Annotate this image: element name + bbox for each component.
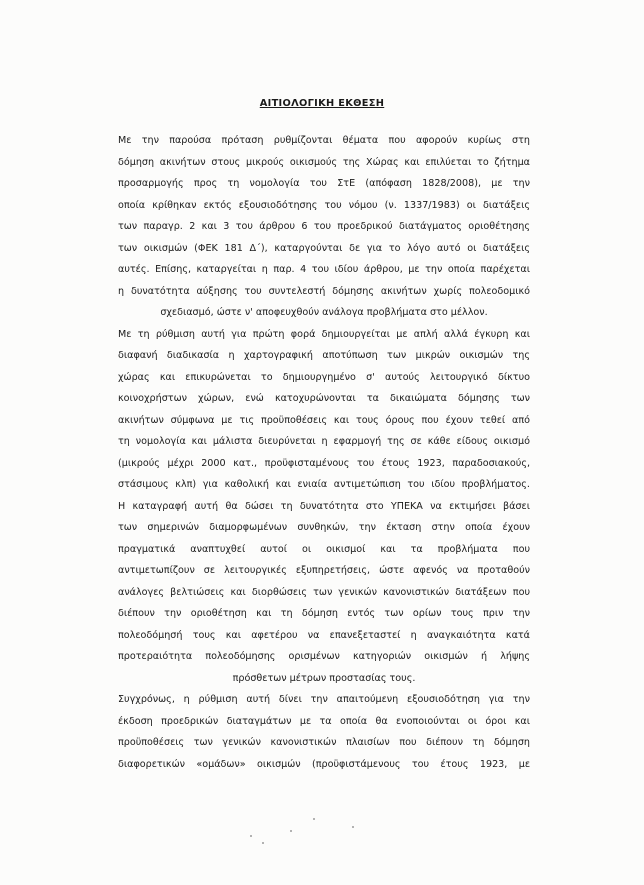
text-line: χώρας και επικυρώνεται το δημιουργημένο σ' αυτούς λειτουργικό δίκτυο	[118, 371, 530, 383]
text-line: σχεδιασμό, ώστε ν' αποφευχθούν ανάλογα προβλήματα στο μέλλον.	[160, 307, 488, 318]
text-line: προσαρμογής προς τη νομολογία του ΣτΕ (απόφαση 1828/2008), με την	[118, 178, 530, 189]
document-title: ΑΙΤΙΟΛΟΓΙΚΗ ΕΚΘΕΣΗ	[259, 98, 385, 109]
text-line: οποία κρίθηκαν εκτός εξουσιοδότησης του νόμου (ν. 1337/1983) οι διατάξεις	[118, 199, 530, 211]
text-line: Με την παρούσα πρόταση ρυθμίζονται θέματα που αφορούν κυρίως στη	[118, 135, 530, 146]
document-body	[118, 130, 530, 775]
text-line: ανάλογες βελτιώσεις και διορθώσεις των γενικών κανονιστικών διατάξεων που	[118, 586, 530, 598]
text-line: διέπουν την οριοθέτηση και τη δόμηση εντός των ορίων τους πριν την	[118, 608, 530, 619]
text-line: των παραγρ. 2 και 3 του άρθρου 6 του προεδρικού διατάγματος οριοθέτησης	[118, 221, 530, 232]
scan-speck	[250, 835, 252, 837]
scan-speck	[313, 818, 315, 820]
text-line: τη νομολογία και μάλιστα διευρύνεται η εφαρμογή της σε κάθε είδους οικισμό	[118, 436, 530, 447]
text-line: έκδοση προεδρικών διαταγμάτων με τα οποία θα ενοποιούνται οι όροι και	[118, 715, 530, 727]
text-line: Συγχρόνως, η ρύθμιση αυτή δίνει την απαιτούμενη εξουσιοδότηση για την	[118, 694, 530, 705]
text-line: Η καταγραφή αυτή θα δώσει τη δυνατότητα στο ΥΠΕΚΑ να εκτιμήσει βάσει	[118, 500, 530, 512]
text-line: στάσιμους κλπ) για καθολική και ενιαία αντιμετώπιση του ιδίου προβλήματος.	[118, 479, 530, 490]
text-line: (μικρούς μέχρι 2000 κατ., προϋφισταμένους του έτους 1923, παραδοσιακούς,	[118, 457, 530, 469]
text-line: κοινοχρήστων χώρων, ενώ κατοχυρώνονται τα δικαιώματα δόμησης των	[118, 393, 530, 404]
text-line: πραγματικά αναπτυχθεί αυτοί οι οικισμοί και τα προβλήματα που	[118, 543, 530, 555]
text-line: ακινήτων σύμφωνα με τις προϋποθέσεις και τους όρους που έχουν τεθεί από	[118, 414, 530, 426]
text-line: προϋποθέσεις των γενικών κανονιστικών πλαισίων που διέπουν τη δόμηση	[118, 737, 530, 748]
text-line: των οικισμών (ΦΕΚ 181 Δ΄), καταργούνται δε για το λόγο αυτό οι διατάξεις	[118, 242, 530, 254]
text-line: διαφανή διαδικασία η χαρτογραφική αποτύπωση των μικρών οικισμών της	[118, 350, 530, 361]
text-line: προτεραιότητα πολεοδόμησης ορισμένων κατηγοριών οικισμών ή λήψης	[118, 651, 530, 662]
scan-speck	[262, 842, 264, 844]
text-line: πρόσθετων μέτρων προστασίας τους.	[232, 672, 416, 684]
text-line: πολεοδόμησή τους και αφετέρου να επανεξεταστεί η αναγκαιότητα κατά	[118, 629, 530, 641]
text-line: αυτές. Επίσης, καταργείται η παρ. 4 του ιδίου άρθρου, με την οποία παρέχεται	[118, 264, 530, 275]
text-line: των σημερινών διαμορφωμένων συνθηκών, την έκταση στην οποία έχουν	[118, 522, 530, 533]
scan-speck	[290, 830, 292, 832]
text-line: διαφορετικών «ομάδων» οικισμών (προϋφιστάμενους του έτους 1923, με	[118, 758, 530, 770]
text-line: η δυνατότητα αύξησης του συντελεστή δόμησης ακινήτων χωρίς πολεοδομικό	[118, 285, 530, 297]
text-line: Με τη ρύθμιση αυτή για πρώτη φορά δημιουργείται με απλή αλλά έγκυρη και	[118, 328, 530, 340]
text-line: δόμηση ακινήτων στους μικρούς οικισμούς της Χώρας και επιλύεται το ζήτημα	[118, 156, 530, 168]
text-line: αντιμετωπίζουν σε λειτουργικές εξυπηρετήσεις, ώστε αφενός να προταθούν	[118, 565, 530, 576]
scan-speck	[352, 826, 354, 828]
